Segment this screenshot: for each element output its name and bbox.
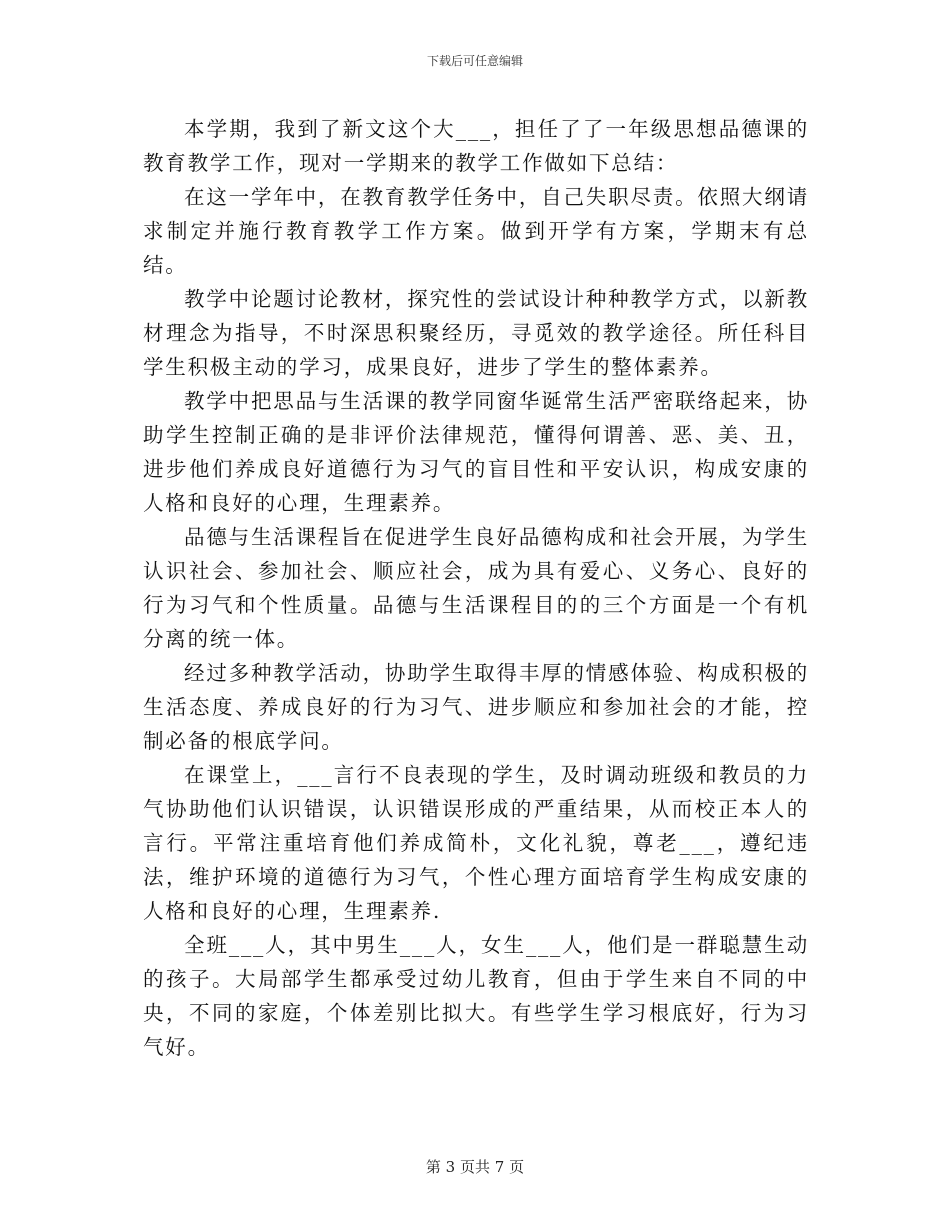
- paragraph-1: 本学期，我到了新文这个大___，担任了了一年级思想品德课的教育教学工作，现对一学期来的教学工作做如下总结：: [143, 117, 809, 175]
- paragraph-4: 教学中把思品与生活课的教学同窗华诞常生活严密联络起来，协助学生控制正确的是非评价法律规范，懂得何谓善、恶、美、丑，进步他们养成良好道德行为习气的盲目性和平安认识，构成安康的人格和良好的心理，生理素养。: [143, 389, 809, 515]
- document-body: [143, 112, 809, 1064]
- paragraph-2: 在这一学年中，在教育教学任务中，自己失职尽责。依照大纲请求制定并施行教育教学工作方案。做到开学有方案，学期末有总结。: [143, 185, 809, 277]
- paragraph-5: 品德与生活课程旨在促进学生良好品德构成和社会开展，为学生认识社会、参加社会、顺应社会，成为具有爱心、义务心、良好的行为习气和个性质量。品德与生活课程目的的三个方面是一个有机分离的统一体。: [143, 525, 809, 651]
- paragraph-8: 全班___人，其中男生___人，女生___人，他们是一群聪慧生动的孩子。大局部学生都承受过幼儿教育，但由于学生来自不同的中央，不同的家庭，个体差别比拟大。有些学生学习根底好，行为习气好。: [143, 933, 809, 1059]
- paragraph-7: 在课堂上，___言行不良表现的学生，及时调动班级和教员的力气协助他们认识错误，认识错误形成的严重结果，从而校正本人的言行。平常注重培育他们养成简朴，文化礼貌，尊老___，遵纪违法，维护环境的道德行为习气，个性心理方面培育学生构成安康的人格和良好的心理，生理素养.: [143, 763, 809, 923]
- page-header: 下载后可任意编辑: [426, 54, 523, 68]
- paragraph-3: 教学中论题讨论教材，探究性的尝试设计种种教学方式，以新教材理念为指导，不时深思积聚经历，寻觅效的教学途径。所任科目学生积极主动的学习，成果良好，进步了学生的整体素养。: [143, 287, 809, 379]
- page-number: 第 3 页共 7 页: [425, 1158, 525, 1176]
- paragraph-6: 经过多种教学活动，协助学生取得丰厚的情感体验、构成积极的生活态度、养成良好的行为习气、进步顺应和参加社会的才能，控制必备的根底学问。: [143, 661, 809, 753]
